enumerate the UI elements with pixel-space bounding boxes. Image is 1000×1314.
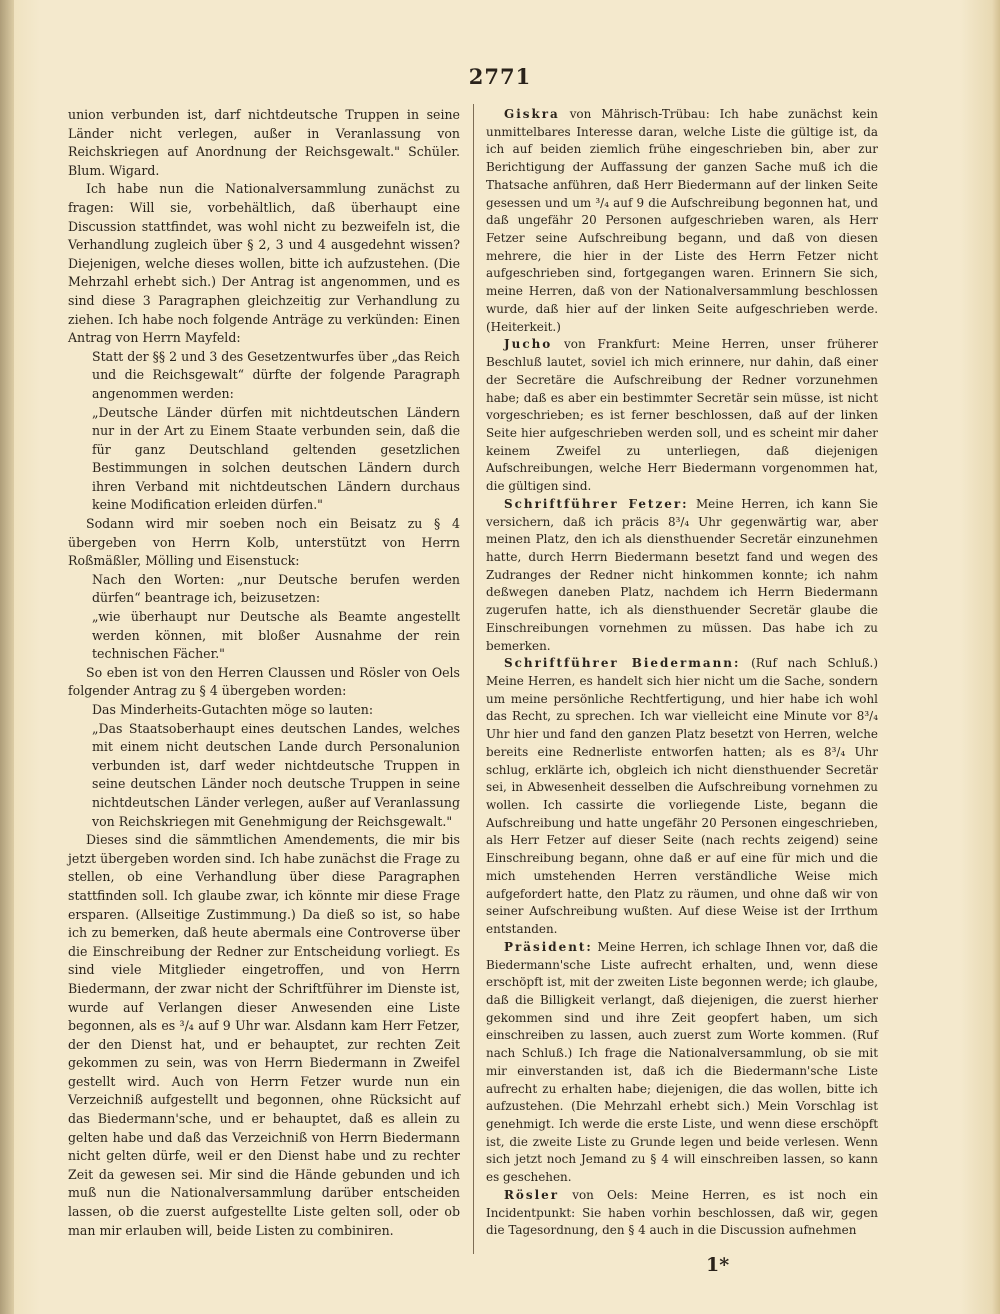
right-paragraph xyxy=(486,1187,878,1240)
paragraph-text: Sodann wird mir soeben noch ein Beisatz zu § 4 übergeben von Herrn Kolb, unterstützt von Herrn Roßmäßler, Mölling und Eisenstuck: xyxy=(68,516,460,569)
paragraph-text: Das Minderheits-Gutachten möge so lauten: xyxy=(92,702,374,717)
page-binding-edge xyxy=(0,0,14,1314)
right-paragraph xyxy=(486,496,878,655)
left-paragraph xyxy=(68,106,460,180)
left-paragraph xyxy=(68,664,460,701)
paragraph-text: So eben ist von den Herren Claussen und Rösler von Oels folgender Antrag zu § 4 übergeben worden: xyxy=(68,664,460,699)
paragraph-text: Dieses sind die sämmtlichen Amendements, die mir bis jetzt übergeben worden sind. Ich habe zunächst die Frage zu stellen, ob eine Verhandlung über diese Paragraphen stattfinden soll. Ich glaube zwar, ich könnte mir diese Frage ersparen. (Allseitige Zustimmung.) Da dieß so ist, so habe ich zu bemerken, daß heute abermals eine Controverse über die Einschreibung der Redner zur Entscheidung vorliegt. Es sind viele Mitglieder eingetroffen, und von Herrn Biedermann, der zwar nicht der Schriftführer im Dienste ist, wurde auf Verlangen dieser Anwesenden eine Liste begonnen, als es ³/₄ auf 9 Uhr war. Alsdann kam Herr Fetzer, der den Dienst hat, und er behauptet, zur rechten Zeit gekommen zu sein, was von Herrn Biedermann in Zweifel gestellt wird. Auch von Herrn Fetzer wurde nun ein Verzeichniß aufgestellt und begonnen, ohne Rücksicht auf das Biedermann'sche, und er behauptet, daß es allein zu gelten habe und daß das Verzeichniß von Herrn Biedermann nicht gelten dürfe, weil er den Dienst habe und zu rechter Zeit da gewesen sei. Mir sind die Hände gebunden und ich muß nun die Nationalversammlung darüber entscheiden lassen, ob die zuerst aufgestellte Liste gelten soll, oder ob man mir erlauben will, beide Listen zu combiniren. xyxy=(68,832,460,1238)
left-paragraph xyxy=(68,515,460,571)
left-paragraph xyxy=(92,608,460,664)
right-column xyxy=(486,106,878,1240)
paragraph-text: Nach den Worten: „nur Deutsche berufen werden dürfen“ beantrage ich, beizusetzen: xyxy=(92,571,460,606)
right-paragraph xyxy=(486,655,878,939)
speaker-name: Schriftführer Biedermann: xyxy=(504,656,741,671)
paragraph-text: Statt der §§ 2 und 3 des Gesetzentwurfes über „das Reich und die Reichsgewalt“ dürfte der folgende Paragraph angenommen werden: xyxy=(92,348,460,401)
signature-mark: 1* xyxy=(706,1254,730,1276)
speaker-name: Präsident: xyxy=(504,939,593,954)
column-divider xyxy=(473,104,474,1254)
right-paragraph xyxy=(486,106,878,336)
left-paragraph xyxy=(68,180,460,347)
paragraph-text: „Das Staatsoberhaupt eines deutschen Landes, welches mit einem nicht deutschen Lande durch Personalunion verbunden ist, darf weder nichtdeutsche Truppen in seine deutschen Länder noch deutsche Truppen in seine nichtdeutschen Länder verlegen, außer auf Veranlassung von Reichskriegen mit Genehmigung der Reichsgewalt." xyxy=(92,720,460,829)
paragraph-text: Meine Herren, ich kann Sie versichern, daß ich präcis 8³/₄ Uhr gegenwärtig war, aber meinen Platz, den ich als diensthuender Secretär einzunehmen hatte, durch Herrn Biedermann besetzt fand und wegen des Zudranges der Redner nicht hinkommen konnte; ich nahm deßwegen daneben Platz, nachdem ich Herrn Biedermann zugerufen hatte, ich als diensthuender Secretär glaube die Einschreibungen vornehmen zu müssen. Das habe ich zu bemerken. xyxy=(486,496,878,653)
speaker-name: Giskra xyxy=(504,107,560,121)
left-paragraph xyxy=(92,348,460,404)
speaker-name: Schriftführer Fetzer: xyxy=(504,496,689,511)
paragraph-text: „Deutsche Länder dürfen mit nichtdeutschen Ländern nur in der Art zu Einem Staate verbunden sein, daß die für ganz Deutschland geltenden gesetzlichen Bestimmungen in solchen deutschen Ländern durch ihren Verband mit nichtdeutschen Ländern durchaus keine Modification erleiden dürfen." xyxy=(92,404,460,513)
paragraph-text: Ich habe nun die Nationalversammlung zunächst zu fragen: Will sie, vorbehältlich, daß überhaupt eine Discussion stattfindet, was wohl nicht zu bezweifeln ist, die Verhandlung zugleich über § 2, 3 und 4 ausgedehnt wissen? Diejenigen, welche dieses wollen, bitte ich aufzustehen. (Die Mehrzahl erhebt sich.) Der Antrag ist angenommen, und es sind diese 3 Paragraphen gleichzeitig zur Verhandlung zu ziehen. Ich habe noch folgende Anträge zu verkünden: Einen Antrag von Herrn Mayfeld: xyxy=(68,181,460,346)
paragraph-text: von Frankfurt: Meine Herren, unser früherer Beschluß lautet, soviel ich mich erinnere, nur dahin, daß einer der Secretäre die Aufschreibung der Redner vorzunehmen habe; daß es aber ein bestimmter Secretär sein müsse, ist nicht vorgeschrieben; es ist ferner beschlossen, daß auf der linken Seite hier aufgeschrieben werden soll, und es scheint mir daher keinem Zweifel zu unterliegen, daß diejenigen Aufschreibungen, welche Herr Biedermann vorgenommen hat, die gültigen sind. xyxy=(486,337,878,494)
paragraph-text: von Oels: Meine Herren, es ist noch ein Incidentpunkt: Sie haben vorhin beschlossen, daß wir, gegen die Tagesordnung, den § 4 auch in die Discussion aufnehmen xyxy=(486,1187,878,1238)
speaker-name: Jucho xyxy=(504,337,553,352)
paragraph-text: union verbunden ist, darf nichtdeutsche Truppen in seine Länder nicht verlegen, außer in Veranlassung von Reichskriegen auf Anordnung der Reichsgewalt." Schüler. Blum. Wigard. xyxy=(68,107,460,178)
left-column xyxy=(68,106,460,1240)
left-paragraph xyxy=(92,720,460,832)
left-paragraph xyxy=(92,701,460,720)
left-paragraph xyxy=(92,571,460,608)
right-paragraph xyxy=(486,939,878,1187)
paragraph-text: „wie überhaupt nur Deutsche als Beamte angestellt werden können, mit bloßer Ausnahme der rein technischen Fächer." xyxy=(92,609,460,662)
left-paragraph xyxy=(68,831,460,1240)
right-paragraph xyxy=(486,336,878,495)
speaker-name: Rösler xyxy=(504,1187,560,1202)
left-paragraph xyxy=(92,404,460,516)
paragraph-text: Meine Herren, ich schlage Ihnen vor, daß die Biedermann'sche Liste aufrecht erhalten, und, wenn diese erschöpft ist, mit der zweiten Liste begonnen werde; ich glaube, daß die Billigkeit verlangt, daß diejenigen, die zuerst hierher gekommen sind und ihre Zeit geopfert haben, um sich einschreiben zu lassen, auch zuerst zum Worte kommen. (Ruf nach Schluß.) Ich frage die Nationalversammlung, ob sie mit mir einverstanden ist, daß ich die Biedermann'sche Liste aufrecht zu erhalten habe; diejenigen, die das wollen, bitte ich aufzustehen. (Die Mehrzahl erhebt sich.) Mein Vorschlag ist genehmigt. Ich werde die erste Liste, und wenn diese erschöpft ist, die zweite Liste zu Grunde legen und beide verlesen. Wenn sich jetzt noch Jemand zu § 4 will einschreiben lassen, so kann es geschehen. xyxy=(486,939,878,1185)
paragraph-text: von Mährisch-Trübau: Ich habe zunächst kein unmittelbares Interesse daran, welche Liste die gültige ist, da ich auf beiden ziemlich frühe eingeschrieben bin, aber zur Berichtigung der Auffassung der ganzen Sache muß ich die Thatsache anführen, daß Herr Biedermann auf der linken Seite gesessen und um ³/₄ auf 9 die Aufschreibung begonnen hat, und daß ungefähr 20 Personen aufgeschrieben waren, als Herr Fetzer seine Aufschreibung begann, und daß von diesen mehrere, die hier in der Liste des Herrn Fetzer nicht aufgeschrieben sind, fortgegangen waren. Erinnern Sie sich, meine Herren, daß von der Nationalversammlung beschlossen wurde, daß hier auf der linken Seite aufgeschrieben werde. (Heiterkeit.) xyxy=(486,107,878,334)
paragraph-text: (Ruf nach Schluß.) Meine Herren, es handelt sich hier nicht um die Sache, sondern um meine persönliche Rechtfertigung, und hier habe ich wohl das Recht, zu sprechen. Ich war vielleicht eine Minute vor 8³/₄ Uhr hier und fand den ganzen Platz besetzt von Herren, welche bereits eine Rednerliste entworfen hatten; als es 8³/₄ Uhr schlug, erklärte ich, obgleich ich nicht diensthuender Secretär sei, in Abwesenheit desselben die Aufschreibung vornehmen zu wollen. Ich cassirte die vorliegende Liste, begann die Aufschreibung und hatte ungefähr 20 Personen eingeschrieben, als Herr Fetzer auf dieser Seite (nach rechts zeigend) seine Einschreibung begann, ohne daß er auf eine für mich und die mich umstehenden Herren verständliche Weise mich aufgefordert hatte, den Platz zu räumen, und ohne daß wir von seiner Aufschreibung wußten. Auf diese Weise ist der Irrthum entstanden. xyxy=(486,656,878,937)
page-number: 2771 xyxy=(468,64,532,89)
